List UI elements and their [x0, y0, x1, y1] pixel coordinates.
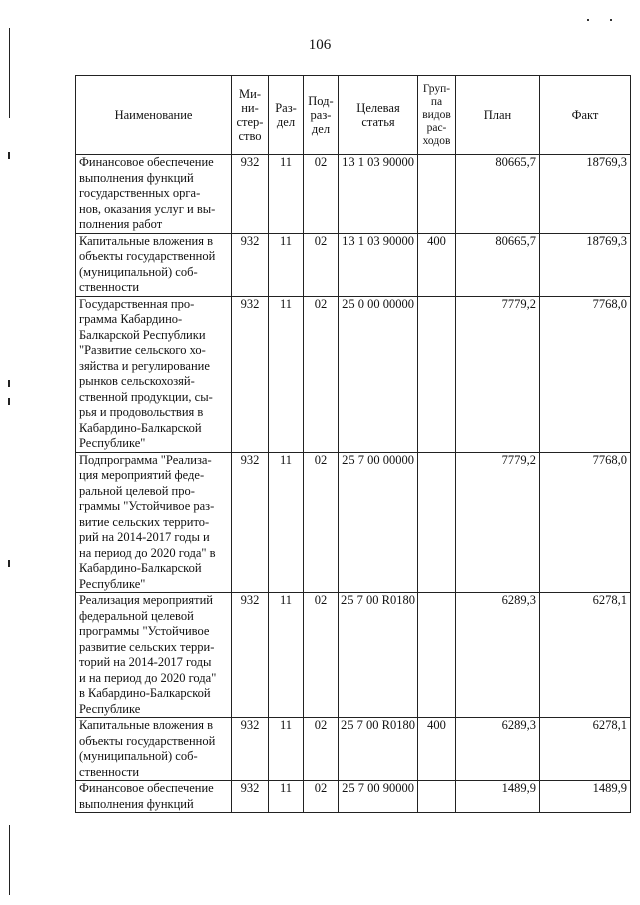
row-name: Капитальные вложения в объекты государственной (муниципальной) соб- ственности	[76, 233, 232, 296]
header-name: Наименование	[76, 76, 232, 155]
row-ministry: 932	[232, 233, 269, 296]
row-expense-group	[418, 781, 456, 813]
table-row	[76, 452, 631, 593]
row-name: Подпрограмма "Реализа- ция мероприятий феде- ральной целевой про- граммы "Устойчивое раз- витие сельских террито- рий на 2014-2017 годы и на период до 2020 года" в Кабардино-Балкарской Республике"	[76, 452, 232, 593]
row-target: 25 7 00 00000	[339, 452, 418, 593]
scan-edge-mark	[8, 152, 10, 159]
row-section: 11	[269, 296, 304, 452]
header-plan: План	[456, 76, 540, 155]
row-subsection: 02	[304, 233, 339, 296]
row-ministry: 932	[232, 296, 269, 452]
row-fact: 7768,0	[540, 452, 631, 593]
row-fact: 18769,3	[540, 155, 631, 234]
page-number: 106	[308, 37, 332, 53]
row-fact: 18769,3	[540, 233, 631, 296]
row-section: 11	[269, 718, 304, 781]
table-row	[76, 593, 631, 718]
scan-edge-mark	[8, 560, 10, 567]
row-plan: 7779,2	[456, 296, 540, 452]
row-fact: 1489,9	[540, 781, 631, 813]
row-subsection: 02	[304, 593, 339, 718]
header-target: Целевая статья	[339, 76, 418, 155]
row-subsection: 02	[304, 155, 339, 234]
row-section: 11	[269, 452, 304, 593]
header-ministry: Ми- ни- стер- ство	[232, 76, 269, 155]
header-expense-group: Груп- па видов рас- ходов	[418, 76, 456, 155]
header-section: Раз- дел	[269, 76, 304, 155]
row-section: 11	[269, 593, 304, 718]
table-row	[76, 296, 631, 452]
row-target: 13 1 03 90000	[339, 155, 418, 234]
row-section: 11	[269, 233, 304, 296]
table-header-row	[76, 76, 631, 155]
budget-table	[75, 75, 631, 813]
scan-edge-line	[9, 825, 10, 895]
row-fact: 6278,1	[540, 718, 631, 781]
table-row	[76, 155, 631, 234]
row-ministry: 932	[232, 718, 269, 781]
row-name: Государственная про- грамма Кабардино- Балкарской Республики "Развитие сельского хо- зяйства и регулирование рынков сельскохозяй- ственной продукции, сы- рья и продовольствия в Кабардино-Балкарской Республике"	[76, 296, 232, 452]
row-expense-group	[418, 593, 456, 718]
row-subsection: 02	[304, 781, 339, 813]
row-ministry: 932	[232, 155, 269, 234]
row-ministry: 932	[232, 781, 269, 813]
row-plan: 80665,7	[456, 155, 540, 234]
row-target: 25 0 00 00000	[339, 296, 418, 452]
row-plan: 7779,2	[456, 452, 540, 593]
row-target: 25 7 00 R0180	[339, 718, 418, 781]
header-subsection: Под- раз- дел	[304, 76, 339, 155]
row-section: 11	[269, 781, 304, 813]
row-subsection: 02	[304, 718, 339, 781]
row-section: 11	[269, 155, 304, 234]
row-subsection: 02	[304, 452, 339, 593]
row-expense-group: 400	[418, 233, 456, 296]
table-row	[76, 718, 631, 781]
row-ministry: 932	[232, 452, 269, 593]
row-subsection: 02	[304, 296, 339, 452]
scan-dot	[610, 19, 612, 21]
row-fact: 6278,1	[540, 593, 631, 718]
row-name: Капитальные вложения в объекты государственной (муниципальной) соб- ственности	[76, 718, 232, 781]
row-expense-group	[418, 452, 456, 593]
scan-edge-mark	[8, 398, 10, 405]
row-name: Финансовое обеспечение выполнения функций	[76, 781, 232, 813]
row-target: 25 7 00 R0180	[339, 593, 418, 718]
scan-dot	[587, 19, 589, 21]
row-plan: 6289,3	[456, 718, 540, 781]
row-plan: 6289,3	[456, 593, 540, 718]
table-row	[76, 781, 631, 813]
row-target: 13 1 03 90000	[339, 233, 418, 296]
table-row	[76, 233, 631, 296]
row-expense-group: 400	[418, 718, 456, 781]
row-fact: 7768,0	[540, 296, 631, 452]
header-fact: Факт	[540, 76, 631, 155]
scan-edge-mark	[8, 380, 10, 387]
row-name: Реализация мероприятий федеральной целевой программы "Устойчивое развитие сельских терри- торий на 2014-2017 годы и на период до 2020 года" в Кабардино-Балкарской Республике	[76, 593, 232, 718]
row-expense-group	[418, 155, 456, 234]
row-plan: 80665,7	[456, 233, 540, 296]
row-plan: 1489,9	[456, 781, 540, 813]
row-ministry: 932	[232, 593, 269, 718]
scan-edge-line	[9, 28, 10, 118]
row-name: Финансовое обеспечение выполнения функций государственных орга- нов, оказания услуг и вы- полнения работ	[76, 155, 232, 234]
row-expense-group	[418, 296, 456, 452]
row-target: 25 7 00 90000	[339, 781, 418, 813]
